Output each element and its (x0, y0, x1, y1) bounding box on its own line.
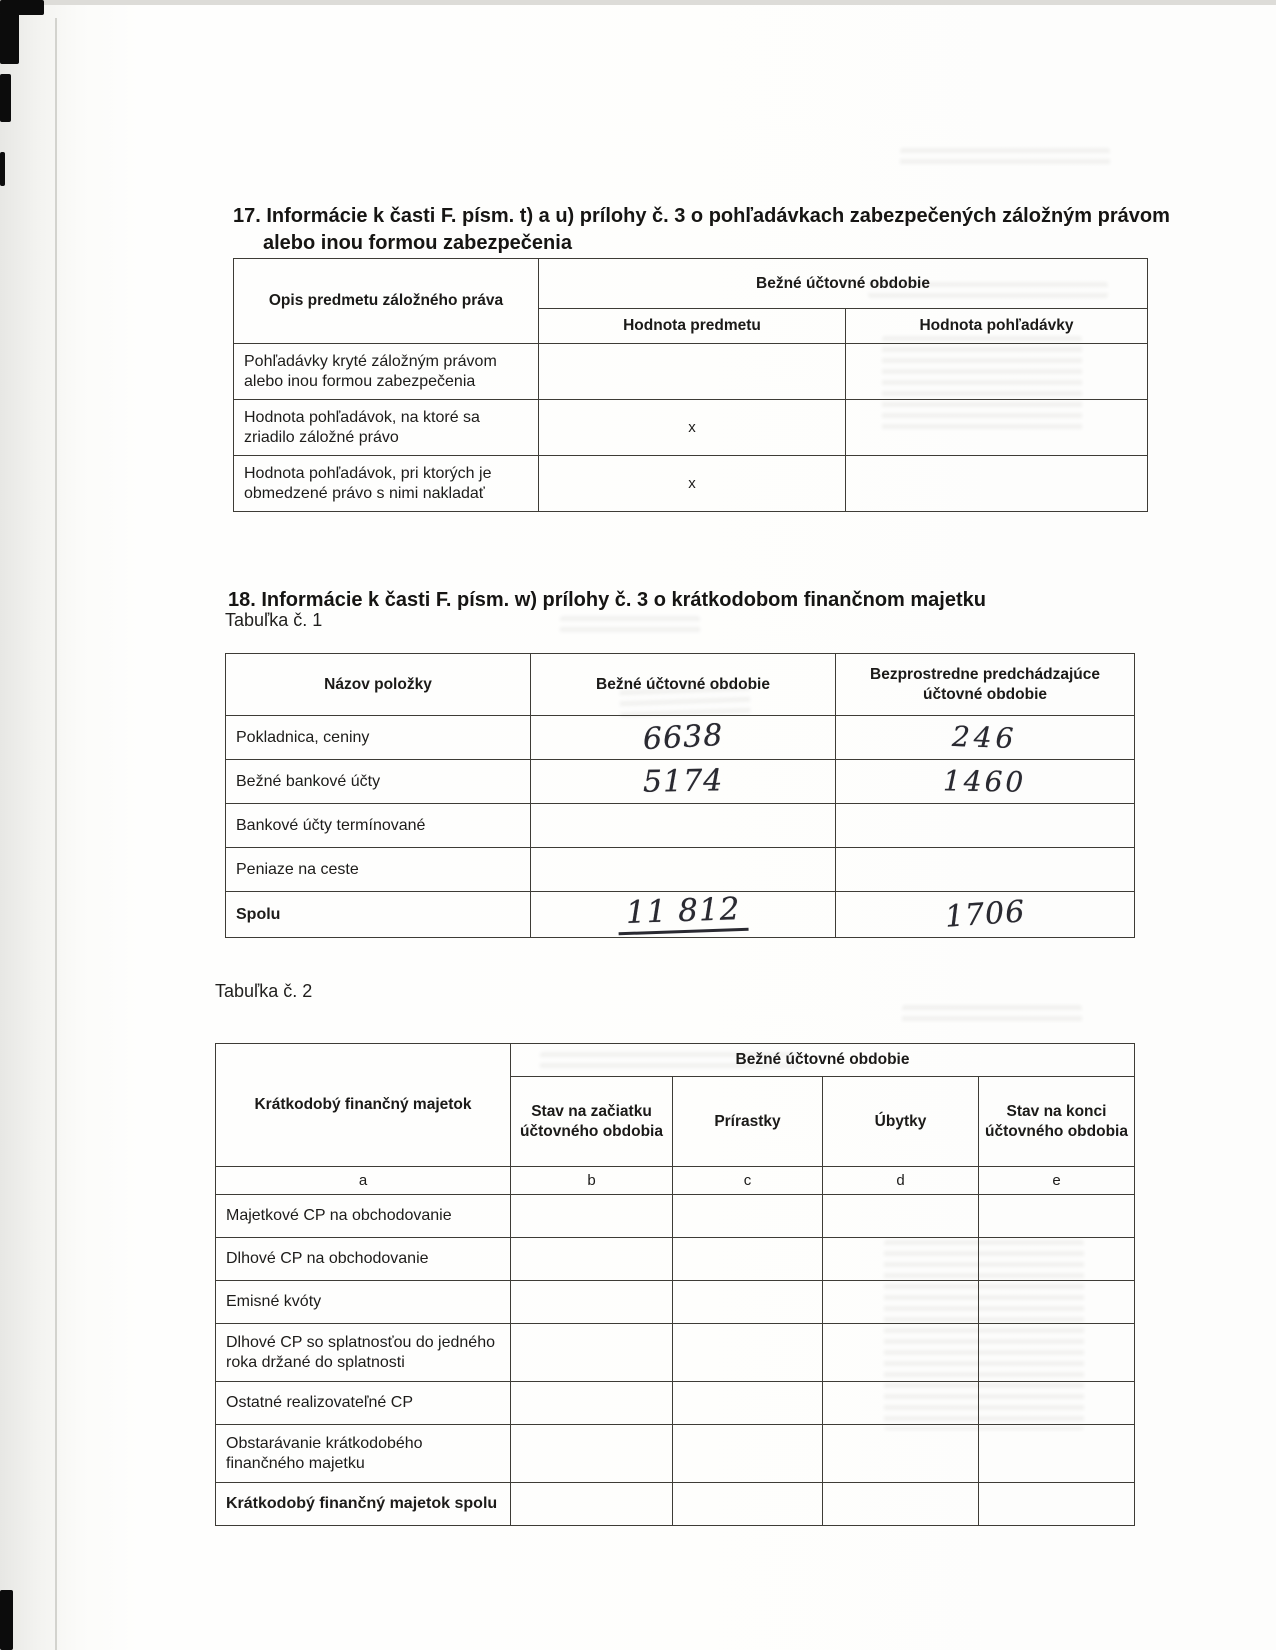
empty-cell (979, 1425, 1135, 1483)
value-cell (539, 344, 846, 400)
row-label: Dlhové CP so splatnosťou do jedného roka držané do splatnosti (216, 1324, 511, 1382)
scan-edge (0, 0, 1276, 5)
header-stav-zaciatok: Stav na začiatku účtovného obdobia (511, 1077, 673, 1167)
row-label: Bankové účty termínované (226, 804, 531, 848)
table-header-row (226, 654, 1135, 716)
empty-cell (673, 1238, 823, 1281)
empty-cell (836, 848, 1135, 892)
header-bezne-obdobie: Bežné účtovné obdobie (531, 654, 836, 716)
value-cell (531, 892, 836, 938)
letter-cell: b (511, 1167, 673, 1195)
table-row (216, 1382, 1135, 1425)
row-label: Pokladnica, ceniny (226, 716, 531, 760)
table-row-total (226, 892, 1135, 938)
table-row (216, 1281, 1135, 1324)
row-label: Hodnota pohľadávok, pri ktorých je obmedzené právo s nimi nakladať (234, 456, 539, 512)
empty-cell (673, 1195, 823, 1238)
value-cell (836, 716, 1135, 760)
table-header-row (234, 259, 1148, 309)
value-cell (531, 760, 836, 804)
letter-cell: e (979, 1167, 1135, 1195)
empty-cell (979, 1238, 1135, 1281)
value-cell (836, 892, 1135, 938)
value-cell (846, 344, 1148, 400)
scan-artifact (0, 1590, 13, 1650)
table-row (216, 1324, 1135, 1382)
header-bezne-obdobie-band: Bežné účtovné obdobie (511, 1044, 1135, 1077)
empty-cell (673, 1281, 823, 1324)
header-hodnota-predmetu: Hodnota predmetu (539, 309, 846, 344)
table-row-total (216, 1483, 1135, 1526)
handwritten-value: 246 (951, 719, 1019, 755)
section-18-heading: 18. Informácie k časti F. písm. w) prílohy č. 3 o krátkodobom finančnom majetku (228, 588, 986, 611)
pledged-receivables-table (233, 258, 1148, 512)
row-label: Majetkové CP na obchodovanie (216, 1195, 511, 1238)
handwritten-value: 11 812 (617, 894, 749, 936)
table-letter-row (216, 1167, 1135, 1195)
empty-cell (511, 1483, 673, 1526)
scan-artifact (0, 12, 19, 64)
handwritten-value: 1460 (943, 763, 1027, 799)
row-label: Bežné bankové účty (226, 760, 531, 804)
empty-cell (531, 804, 836, 848)
empty-cell (531, 848, 836, 892)
table-row (234, 344, 1148, 400)
letter-cell: d (823, 1167, 979, 1195)
empty-cell (673, 1324, 823, 1382)
empty-cell (511, 1281, 673, 1324)
row-label: Emisné kvóty (216, 1281, 511, 1324)
row-label: Hodnota pohľadávok, na ktoré sa zriadilo záložné právo (234, 400, 539, 456)
header-bezne-uctovne-obdobie: Bežné účtovné obdobie (539, 259, 1148, 309)
table2-caption: Tabuľka č. 2 (215, 981, 313, 1001)
header-stav-koniec: Stav na konci účtovného obdobia (979, 1077, 1135, 1167)
value-cell (846, 400, 1148, 456)
bleed-through (560, 616, 700, 638)
empty-cell (979, 1195, 1135, 1238)
row-label: Pohľadávky kryté záložným právom alebo inou formou zabezpečenia (234, 344, 539, 400)
header-hodnota-pohladavky: Hodnota pohľadávky (846, 309, 1148, 344)
section-17-heading: 17. Informácie k časti F. písm. t) a u) prílohy č. 3 o pohľadávkach zabezpečených záložným právom alebo inou formou zabezpečenia (233, 204, 1170, 255)
value-cell: x (539, 456, 846, 512)
empty-cell (673, 1382, 823, 1425)
empty-cell (979, 1281, 1135, 1324)
table-row (216, 1238, 1135, 1281)
header-predchadzajuce-obdobie: Bezprostredne predchádzajúce účtovné obdobie (836, 654, 1135, 716)
empty-cell (979, 1324, 1135, 1382)
value-cell (836, 760, 1135, 804)
row-label: Ostatné realizovateľné CP (216, 1382, 511, 1425)
table-row (234, 456, 1148, 512)
handwritten-value: 1706 (943, 893, 1027, 935)
letter-cell: a (216, 1167, 511, 1195)
header-prirastky: Prírastky (673, 1077, 823, 1167)
empty-cell (979, 1382, 1135, 1425)
empty-cell (979, 1483, 1135, 1526)
empty-cell (511, 1425, 673, 1483)
table-band-row (216, 1044, 1135, 1077)
empty-cell (673, 1483, 823, 1526)
row-label: Peniaze na ceste (226, 848, 531, 892)
header-ubytky: Úbytky (823, 1077, 979, 1167)
row-label-total: Spolu (226, 892, 531, 938)
value-cell (846, 456, 1148, 512)
row-label-total: Krátkodobý finančný majetok spolu (216, 1483, 511, 1526)
short-term-financial-assets-table-1 (225, 653, 1135, 938)
empty-cell (823, 1195, 979, 1238)
header-nazov-polozky: Názov položky (226, 654, 531, 716)
empty-cell (823, 1324, 979, 1382)
empty-cell (823, 1281, 979, 1324)
empty-cell (823, 1238, 979, 1281)
empty-cell (511, 1195, 673, 1238)
scan-fold-line (55, 18, 57, 1650)
bleed-through (900, 148, 1110, 170)
scan-artifact (0, 74, 11, 122)
value-cell: x (539, 400, 846, 456)
row-label: Dlhové CP na obchodovanie (216, 1238, 511, 1281)
empty-cell (823, 1382, 979, 1425)
header-opis-predmetu: Opis predmetu záložného práva (234, 259, 539, 344)
handwritten-value: 6638 (641, 717, 725, 757)
table-row (226, 848, 1135, 892)
letter-cell: c (673, 1167, 823, 1195)
scan-artifact (0, 152, 5, 186)
value-cell (531, 716, 836, 760)
empty-cell (836, 804, 1135, 848)
table1-caption: Tabuľka č. 1 (225, 610, 323, 630)
handwritten-value: 5174 (642, 762, 724, 800)
table-row (216, 1425, 1135, 1483)
row-label: Obstarávanie krátkodobého finančného majetku (216, 1425, 511, 1483)
empty-cell (511, 1238, 673, 1281)
empty-cell (823, 1425, 979, 1483)
header-kratkodoby-majetok: Krátkodobý finančný majetok (216, 1044, 511, 1167)
short-term-financial-assets-table-2 (215, 1043, 1135, 1526)
bleed-through (902, 1005, 1082, 1025)
empty-cell (511, 1324, 673, 1382)
empty-cell (673, 1425, 823, 1483)
table-row (226, 804, 1135, 848)
table-row (216, 1195, 1135, 1238)
table-row (234, 400, 1148, 456)
table-row (226, 760, 1135, 804)
table-row (226, 716, 1135, 760)
empty-cell (823, 1483, 979, 1526)
empty-cell (511, 1382, 673, 1425)
